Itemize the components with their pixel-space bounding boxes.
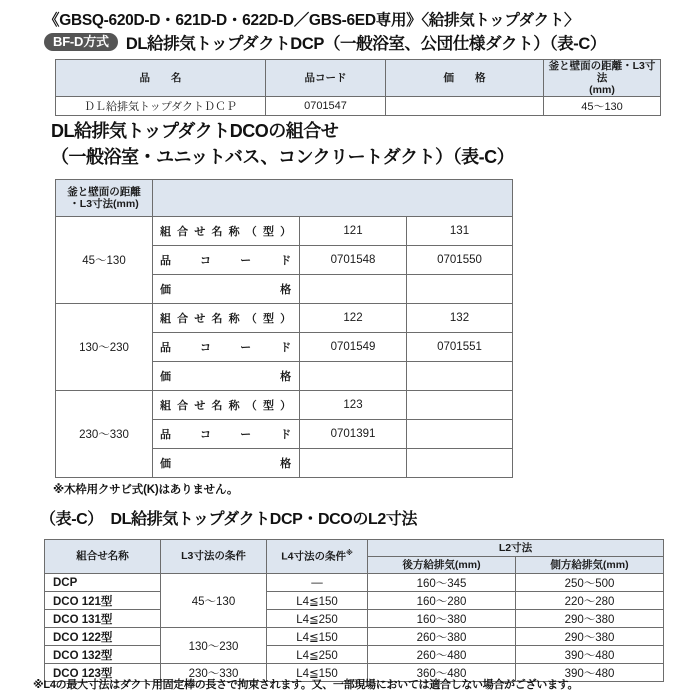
l2-section-title: （表-C） DL給排気トップダクトDCP・DCOのL2寸法 — [40, 511, 418, 528]
cell-row-label-price: 価 格 — [153, 275, 300, 304]
col-header-l4-condition — [267, 540, 368, 574]
cell-price-1 — [300, 449, 407, 478]
page-title: DL給排気トップダクトDCP（一般浴室、公団仕様ダクト）（表-C） — [125, 35, 607, 53]
cell-row-label-price: 価 格 — [153, 362, 300, 391]
cell-combination-name: DCO 132型 — [45, 646, 161, 664]
table-header-row — [56, 180, 513, 217]
cell-l3-range: 130〜230 — [56, 304, 153, 391]
cell-side: 290〜380 — [516, 628, 664, 646]
cell-price-1 — [300, 362, 407, 391]
cell-l4: L4≦150 — [267, 592, 368, 610]
cell-price-2 — [407, 449, 513, 478]
table-row — [56, 304, 513, 333]
col-header-distance-line2: (mm) — [589, 84, 615, 97]
cell-model-2 — [407, 391, 513, 420]
col-header-l2-group: L2寸法 — [368, 540, 664, 557]
cell-row-label-code: 品 コ ー ド — [153, 333, 300, 362]
combination-section-title — [51, 118, 514, 170]
table-row — [45, 574, 664, 592]
cell-row-label-model: 組 合 せ 名 称 （ 型 ） — [153, 304, 300, 333]
table-row — [45, 628, 664, 646]
col-header-combination-name: 組合せ名称 — [45, 540, 161, 574]
col-header-distance-line2: ・L3寸法(mm) — [69, 198, 139, 210]
cell-side: 250〜500 — [516, 574, 664, 592]
cell-l3-range: 230〜330 — [56, 391, 153, 478]
header-title-row — [44, 30, 606, 54]
cell-rear: 260〜380 — [368, 628, 516, 646]
table-row — [45, 646, 664, 664]
cell-l4: L4≦150 — [267, 664, 368, 682]
cell-l3-condition: 45〜130 — [161, 574, 267, 628]
cell-side: 220〜280 — [516, 592, 664, 610]
cell-row-label-model: 組 合 せ 名 称 （ 型 ） — [153, 391, 300, 420]
l4-condition-text: L4寸法の条件 — [281, 550, 346, 563]
cell-model-1: 121 — [300, 217, 407, 246]
col-header-side: 側方給排気(mm) — [516, 557, 664, 574]
cell-product-price — [386, 97, 544, 116]
cell-l3-condition: 130〜230 — [161, 628, 267, 664]
cell-l3-range: 45〜130 — [56, 217, 153, 304]
table-row — [45, 592, 664, 610]
cell-row-label-code: 品 コ ー ド — [153, 246, 300, 275]
combination-table — [55, 179, 513, 478]
col-header-rear: 後方給排気(mm) — [368, 557, 516, 574]
cell-side: 390〜480 — [516, 664, 664, 682]
cell-row-label-code: 品 コ ー ド — [153, 420, 300, 449]
cell-row-label-price: 価 格 — [153, 449, 300, 478]
product-table — [55, 59, 661, 116]
col-header-l3-condition: L3寸法の条件 — [161, 540, 267, 574]
cell-code-2: 0701551 — [407, 333, 513, 362]
cell-model-2: 131 — [407, 217, 513, 246]
cell-code-2: 0701550 — [407, 246, 513, 275]
cell-l4: L4≦250 — [267, 610, 368, 628]
table-row — [45, 610, 664, 628]
footnote-mark: ※ — [345, 550, 353, 558]
cell-code-1: 0701549 — [300, 333, 407, 362]
combination-title-line1: DL給排気トップダクトDCOの組合せ — [51, 121, 339, 141]
cell-product-code: 0701547 — [266, 97, 386, 116]
table-row — [56, 97, 661, 116]
table-row — [56, 391, 513, 420]
method-badge: BF-D方式 — [44, 33, 118, 52]
combination-note: ※木枠用クサビ式(K)はありません。 — [53, 484, 239, 496]
col-header-distance — [56, 180, 153, 217]
header-model-line: 《GBSQ-620D-D・621D-D・622D-D／GBS-6ED専用》〈給排気トップダクト〉 — [44, 12, 580, 29]
l2-footnote: ※L4の最大寸法はダクト用固定棒の長さで拘束されます。又、一部現場においては適合しない場合がございます。 — [33, 679, 579, 691]
cell-code-1: 0701391 — [300, 420, 407, 449]
cell-model-2: 132 — [407, 304, 513, 333]
cell-combination-name: DCO 131型 — [45, 610, 161, 628]
cell-side: 390〜480 — [516, 646, 664, 664]
cell-l4: L4≦150 — [267, 628, 368, 646]
col-header-distance-line1: 釜と壁面の距離 — [67, 185, 141, 198]
col-header-name: 品 名 — [56, 60, 266, 97]
cell-rear: 160〜380 — [368, 610, 516, 628]
cell-code-1: 0701548 — [300, 246, 407, 275]
cell-rear: 160〜280 — [368, 592, 516, 610]
cell-l4: — — [267, 574, 368, 592]
col-header-code: 品コード — [266, 60, 386, 97]
cell-row-label-model: 組 合 せ 名 称 （ 型 ） — [153, 217, 300, 246]
cell-combination-name: DCP — [45, 574, 161, 592]
table-row — [56, 217, 513, 246]
table-header-row-top — [45, 540, 664, 557]
cell-rear: 160〜345 — [368, 574, 516, 592]
cell-product-name: ＤＬ給排気トップダクトＤＣＰ — [56, 97, 266, 116]
col-header-blank — [153, 180, 513, 217]
cell-price-1 — [300, 275, 407, 304]
l2-dimension-table — [44, 539, 664, 682]
col-header-distance-line1: 釜と壁面の距離・L3寸法 — [548, 60, 656, 85]
cell-combination-name: DCO 122型 — [45, 628, 161, 646]
combination-title-line2: （一般浴室・ユニットバス、コンクリートダクト）（表-C） — [51, 147, 515, 168]
cell-combination-name: DCO 123型 — [45, 664, 161, 682]
cell-price-2 — [407, 275, 513, 304]
cell-model-1: 123 — [300, 391, 407, 420]
table-header-row — [56, 60, 661, 97]
cell-l4: L4≦250 — [267, 646, 368, 664]
cell-rear: 260〜480 — [368, 646, 516, 664]
cell-side: 290〜380 — [516, 610, 664, 628]
col-header-price: 価 格 — [386, 60, 544, 97]
cell-code-2 — [407, 420, 513, 449]
cell-product-distance: 45〜130 — [544, 97, 661, 116]
col-header-distance — [544, 60, 661, 97]
cell-rear: 360〜480 — [368, 664, 516, 682]
cell-price-2 — [407, 362, 513, 391]
cell-combination-name: DCO 121型 — [45, 592, 161, 610]
cell-l3-condition: 230〜330 — [161, 664, 267, 682]
cell-model-1: 122 — [300, 304, 407, 333]
